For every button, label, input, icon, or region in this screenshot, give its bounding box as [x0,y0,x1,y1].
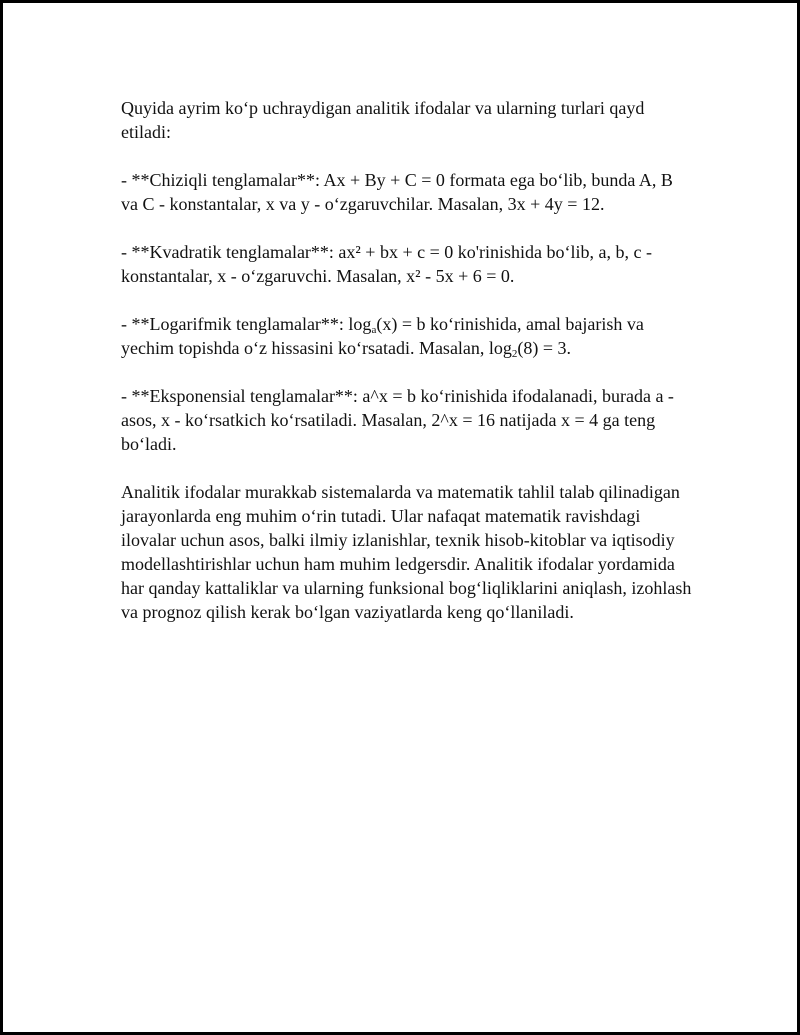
linear-equations-item: - **Chiziqli tenglamalar**: Ax + By + C = 0 formata ega bo‘lib, bunda A, B va C - konstantalar, x va y - o‘zgaruvchilar. Masalan, 3x + 4y = 12. [121,170,673,214]
quadratic-equations-item: - **Kvadratik tenglamalar**: ax² + bx + c = 0 ko'rinishida bo‘lib, a, b, c - konstantalar, x - o‘zgaruvchi. Masalan, x² - 5x + 6 = 0. [121,242,652,286]
document-body [121,96,693,648]
log-base-subscript: a [371,324,377,336]
log-text-part-3: (8) = 3. [517,338,572,358]
log-example-subscript: 2 [511,348,518,360]
logarithmic-equations-item [121,312,693,360]
exponential-equations-item: - **Eksponensial tenglamalar**: a^x = b ko‘rinishida ifodalanadi, burada a - asos, x - ko‘rsatkich ko‘rsatiladi. Masalan, 2^x = 16 natijada x = 4 ga teng bo‘ladi. [121,386,674,454]
intro-paragraph: Quyida ayrim ko‘p uchraydigan analitik ifodalar va ularning turlari qayd etiladi: [121,98,645,142]
log-text-part-1: - **Logarifmik tenglamalar**: log [121,314,372,334]
conclusion-paragraph: Analitik ifodalar murakkab sistemalarda va matematik tahlil talab qilinadigan jarayonlarda eng muhim o‘rin tutadi. Ular nafaqat matematik ravishdagi ilovalar uchun asos, balki ilmiy izlanishlar, texnik hisob-kitoblar va iqtisodiy modellashtirishlar uchun ham muhim ledgersdir. Analitik ifodalar yordamida har qanday kattaliklar va ularning funksional bog‘liqliklarini aniqlash, izohlash va prognoz qilish kerak bo‘lgan vaziyatlarda keng qo‘llaniladi. [121,482,692,622]
log-text-part-2: (x) = b ko‘rinishida, amal bajarish va yechim topishda o‘z hissasini ko‘rsatadi. Masalan, log [121,314,644,358]
